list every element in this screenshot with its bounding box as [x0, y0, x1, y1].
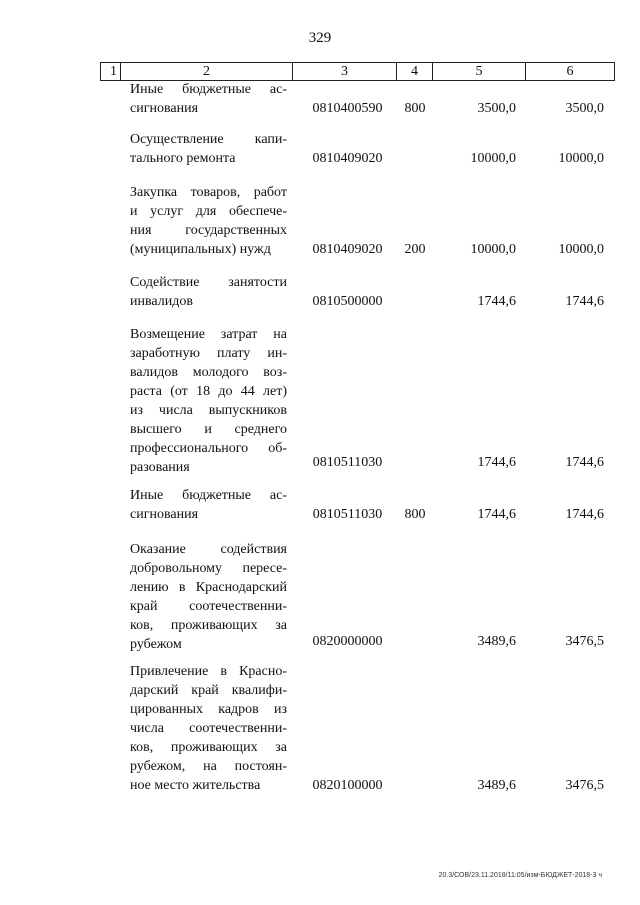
- description-line: Закупка товаров, работ: [130, 185, 287, 200]
- description-line: сигнования: [130, 507, 199, 522]
- amount-col-5: 3489,6: [477, 778, 516, 793]
- description-line: сигнования: [130, 101, 199, 116]
- amount-col-5: 1744,6: [477, 294, 516, 309]
- description-line: разования: [130, 460, 190, 475]
- target-code: 0810409020: [312, 151, 383, 166]
- description-line: лению в Краснодарский: [130, 580, 287, 595]
- amount-col-6: 1744,6: [565, 507, 604, 522]
- description-line: инвалидов: [130, 294, 193, 309]
- description-line: ков, проживающих за: [130, 618, 287, 633]
- row-description: [130, 662, 287, 795]
- description-line: рубежом, на постоян-: [130, 759, 287, 774]
- description-line: профессионального об-: [130, 441, 287, 456]
- description-line: рубежом: [130, 637, 182, 652]
- expense-type: 800: [404, 507, 426, 522]
- document-footer-note: 20.3/СОВ/23.11.2018/11:05/изм-БЮДЖЕТ-2018-3 ч: [438, 872, 602, 879]
- target-code: 0810511030: [312, 507, 383, 522]
- description-line: числа соотечественни-: [130, 721, 287, 736]
- description-line: Иные бюджетные ас-: [130, 488, 287, 503]
- description-line: заработную плату ин-: [130, 346, 287, 361]
- description-line: (муниципальных) нужд: [130, 242, 271, 257]
- row-description: [130, 80, 287, 118]
- description-line: ное место жительства: [130, 778, 261, 793]
- target-code: 0810400590: [312, 101, 383, 116]
- description-line: раста (от 18 до 44 лет): [130, 384, 287, 399]
- row-description: [130, 130, 287, 168]
- amount-col-5: 3500,0: [477, 101, 516, 116]
- description-line: ков, проживающих за: [130, 740, 287, 755]
- description-line: Иные бюджетные ас-: [130, 82, 287, 97]
- amount-col-6: 1744,6: [565, 294, 604, 309]
- amount-col-6: 3476,5: [565, 778, 604, 793]
- amount-col-6: 1744,6: [565, 455, 604, 470]
- column-header-2: 2: [121, 63, 293, 81]
- amount-col-6: 3476,5: [565, 634, 604, 649]
- description-line: Осуществление капи-: [130, 132, 287, 147]
- amount-col-6: 10000,0: [558, 151, 604, 166]
- column-header-1: 1: [101, 63, 121, 81]
- row-description: [130, 325, 287, 477]
- description-line: тального ремонта: [130, 151, 236, 166]
- target-code: 0810500000: [312, 294, 383, 309]
- description-line: и услуг для обеспече-: [130, 204, 287, 219]
- description-line: цированных кадров из: [130, 702, 287, 717]
- target-code: 0820100000: [312, 778, 383, 793]
- column-header-5: 5: [433, 63, 526, 81]
- expense-type: 200: [404, 242, 426, 257]
- row-description: [130, 486, 287, 524]
- target-code: 0810511030: [312, 455, 383, 470]
- amount-col-5: 1744,6: [477, 507, 516, 522]
- row-description: [130, 183, 287, 259]
- column-header-table: [100, 62, 615, 81]
- description-line: Оказание содействия: [130, 542, 287, 557]
- row-description: [130, 273, 287, 311]
- amount-col-6: 10000,0: [558, 242, 604, 257]
- target-code: 0810409020: [312, 242, 383, 257]
- amount-col-6: 3500,0: [565, 101, 604, 116]
- description-line: Возмещение затрат на: [130, 327, 287, 342]
- column-header-3: 3: [293, 63, 397, 81]
- column-header-6: 6: [526, 63, 615, 81]
- description-line: край соотечественни-: [130, 599, 287, 614]
- description-line: валидов молодого воз-: [130, 365, 287, 380]
- target-code: 0820000000: [312, 634, 383, 649]
- expense-type: 800: [404, 101, 426, 116]
- row-description: [130, 540, 287, 654]
- description-line: Содействие занятости: [130, 275, 287, 290]
- description-line: из числа выпускников: [130, 403, 287, 418]
- page-number: 329: [308, 30, 332, 46]
- description-line: дарский край квалифи-: [130, 683, 287, 698]
- column-header-4: 4: [397, 63, 433, 81]
- amount-col-5: 1744,6: [477, 455, 516, 470]
- amount-col-5: 10000,0: [470, 151, 516, 166]
- description-line: высшего и среднего: [130, 422, 287, 437]
- description-line: Привлечение в Красно-: [130, 664, 287, 679]
- amount-col-5: 10000,0: [470, 242, 516, 257]
- description-line: ния государственных: [130, 223, 287, 238]
- amount-col-5: 3489,6: [477, 634, 516, 649]
- description-line: добровольному пересе-: [130, 561, 287, 576]
